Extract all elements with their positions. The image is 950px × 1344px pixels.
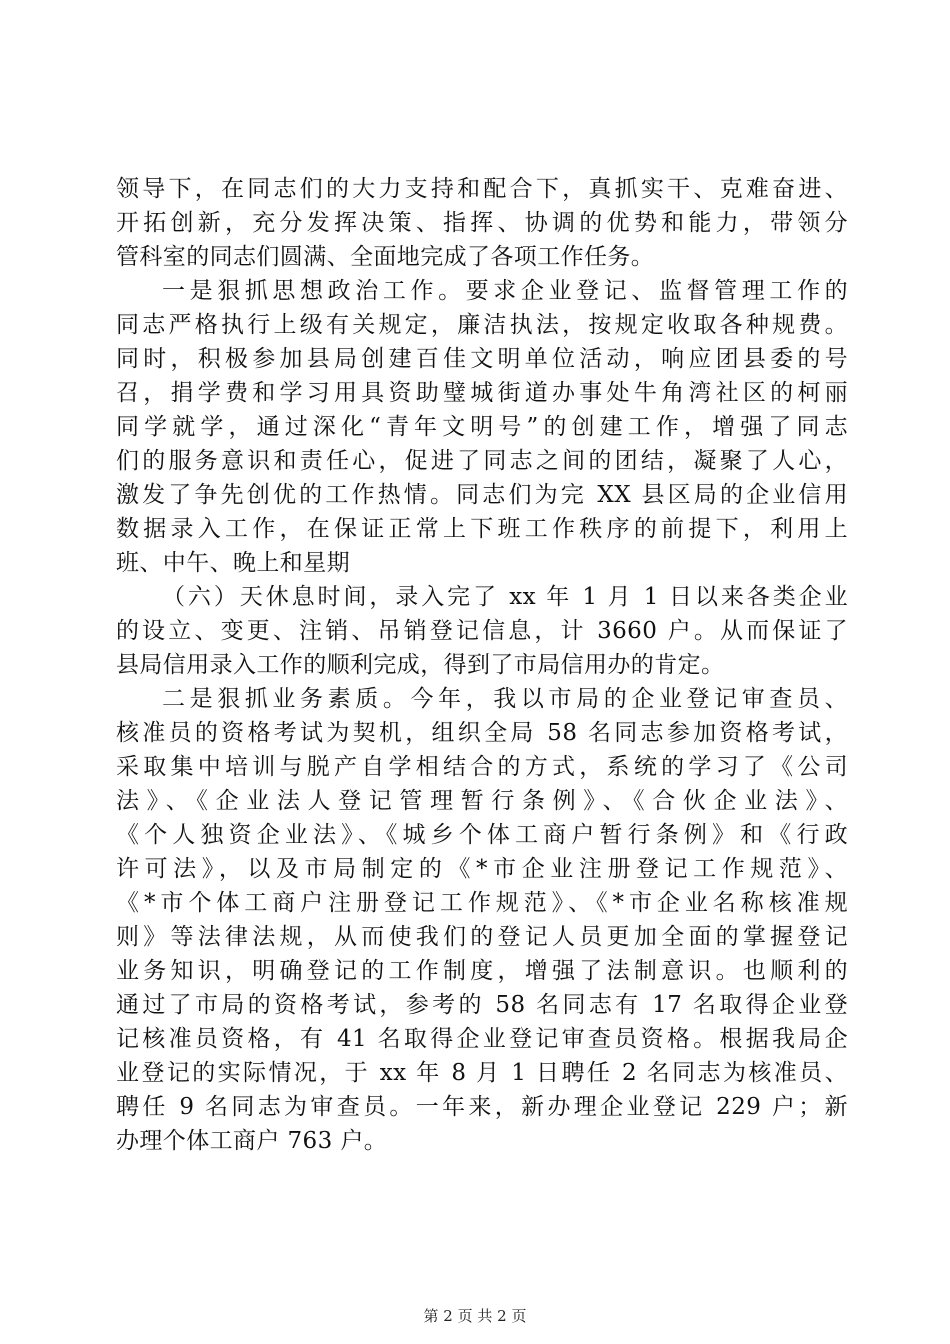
paragraph-start-line: （六）天休息时间，录入完了 xx 年 1 月 1 日以来各类企业: [162, 584, 849, 610]
paragraph-start-line: 二是狠抓业务素质。今年，我以市局的企业登记审查员、: [162, 686, 848, 712]
text-line: 采取集中培训与脱产自学相结合的方式，系统的学习了《公司: [116, 754, 848, 780]
text-line: 开拓创新，充分发挥决策、指挥、协调的优势和能力，带领分: [116, 210, 848, 236]
text-line: 法》、《企业法人登记管理暂行条例》、《合伙企业法》、: [116, 788, 848, 814]
text-line: 县局信用录入工作的顺利完成，得到了市局信用办的肯定。: [116, 652, 725, 678]
text-line: 同学就学，通过深化“青年文明号”的创建工作，增强了同志: [116, 414, 848, 440]
text-line: 聘任 9 名同志为审查员。一年来，新办理企业登记 229 户；新: [116, 1094, 848, 1120]
text-line: 召，捐学费和学习用具资助璧城街道办事处牛角湾社区的柯丽: [116, 380, 848, 406]
text-line: 核准员的资格考试为契机，组织全局 58 名同志参加资格考试，: [116, 720, 848, 746]
text-line: 许可法》，以及市局制定的《*市企业注册登记工作规范》、: [116, 856, 848, 882]
text-line: 办理个体工商户 763 户。: [116, 1128, 388, 1154]
text-line: 管科室的同志们圆满、全面地完成了各项工作任务。: [116, 244, 655, 270]
text-line: 同时，积极参加县局创建百佳文明单位活动，响应团县委的号: [116, 346, 848, 372]
text-line: 《个人独资企业法》、《城乡个体工商户暂行条例》和《行政: [116, 822, 848, 848]
text-line: 通过了市局的资格考试，参考的 58 名同志有 17 名取得企业登: [116, 992, 848, 1018]
page-number-footer: 第 2 页 共 2 页: [423, 1307, 527, 1325]
text-line: 则》等法律法规，从而使我们的登记人员更加全面的掌握登记: [116, 924, 848, 950]
document-body: [116, 172, 848, 1158]
text-line: 同志严格执行上级有关规定，廉洁执法，按规定收取各种规费。: [116, 312, 848, 338]
text-line: 班、中午、晚上和星期: [116, 550, 350, 576]
text-line: 领导下，在同志们的大力支持和配合下，真抓实干、克难奋进、: [116, 176, 848, 202]
text-line: 数据录入工作，在保证正常上下班工作秩序的前提下，利用上: [116, 516, 848, 542]
text-line: 业登记的实际情况，于 xx 年 8 月 1 日聘任 2 名同志为核准员、: [116, 1060, 848, 1086]
text-line: 的设立、变更、注销、吊销登记信息，计 3660 户。从而保证了: [116, 618, 848, 644]
text-line: 业务知识，明确登记的工作制度，增强了法制意识。也顺利的: [116, 958, 848, 984]
text-line: 记核准员资格，有 41 名取得企业登记审查员资格。根据我局企: [116, 1026, 848, 1052]
text-line: 激发了争先创优的工作热情。同志们为完 XX 县区局的企业信用: [116, 482, 848, 508]
text-line: 《*市个体工商户注册登记工作规范》、《*市企业名称核准规: [116, 890, 848, 916]
text-line: 们的服务意识和责任心，促进了同志之间的团结，凝聚了人心，: [116, 448, 848, 474]
paragraph-start-line: 一是狠抓思想政治工作。要求企业登记、监督管理工作的: [162, 278, 848, 304]
